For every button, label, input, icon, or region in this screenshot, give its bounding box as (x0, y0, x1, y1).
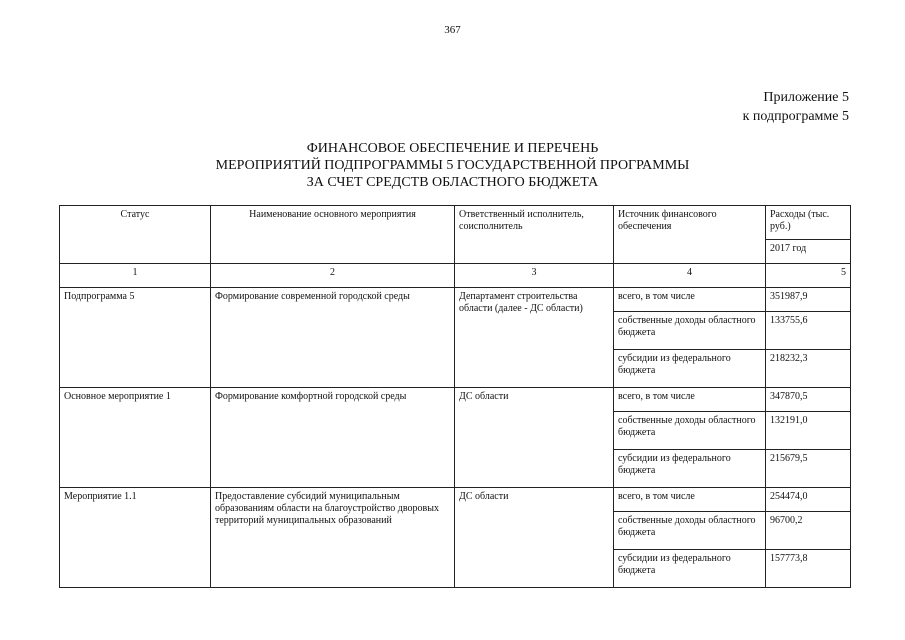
row-status: Основное мероприятие 1 (60, 388, 211, 488)
source-value: 218232,3 (766, 350, 851, 388)
appendix-note (743, 88, 849, 126)
row-name: Формирование комфортной городской среды (211, 388, 455, 488)
source-label: собственные доходы областного бюджета (614, 412, 766, 450)
row-name: Предоставление субсидий муниципальным образованиям области на благоустройство дворовых территорий муниципальных образований (211, 488, 455, 588)
source-label: субсидии из федерального бюджета (614, 350, 766, 388)
row-executor: ДС области (455, 488, 614, 588)
table-row (60, 488, 851, 512)
source-label: всего, в том числе (614, 288, 766, 312)
header-source: Источник финансового обеспечения (614, 206, 766, 264)
title-line-2: МЕРОПРИЯТИЙ ПОДПРОГРАММЫ 5 ГОСУДАРСТВЕННОЙ ПРОГРАММЫ (215, 158, 690, 173)
source-value: 132191,0 (766, 412, 851, 450)
row-status: Мероприятие 1.1 (60, 488, 211, 588)
source-label: всего, в том числе (614, 388, 766, 412)
column-number-row (60, 264, 851, 288)
header-executor: Ответственный исполнитель, соисполнитель (455, 206, 614, 264)
source-label: всего, в том числе (614, 488, 766, 512)
source-label: субсидии из федерального бюджета (614, 550, 766, 588)
header-status: Статус (60, 206, 211, 264)
source-value: 133755,6 (766, 312, 851, 350)
column-number-4: 4 (614, 264, 766, 288)
title-line-3: ЗА СЧЕТ СРЕДСТВ ОБЛАСТНОГО БЮДЖЕТА (306, 175, 599, 190)
source-value: 96700,2 (766, 512, 851, 550)
source-value: 351987,9 (766, 288, 851, 312)
header-year: 2017 год (766, 240, 851, 264)
document-title (0, 140, 905, 191)
table-row (60, 388, 851, 412)
appendix-line-1: Приложение 5 (763, 90, 849, 105)
table-row (60, 288, 851, 312)
column-number-1: 1 (60, 264, 211, 288)
row-executor: ДС области (455, 388, 614, 488)
header-name: Наименование основного мероприятия (211, 206, 455, 264)
row-name: Формирование современной городской среды (211, 288, 455, 388)
source-value: 215679,5 (766, 450, 851, 488)
title-line-1: ФИНАНСОВОЕ ОБЕСПЕЧЕНИЕ И ПЕРЕЧЕНЬ (306, 141, 599, 156)
column-number-5: 5 (766, 264, 851, 288)
appendix-line-2: к подпрограмме 5 (742, 109, 849, 124)
source-value: 254474,0 (766, 488, 851, 512)
budget-table (59, 205, 851, 588)
header-expenses: Расходы (тыс. руб.) (766, 206, 851, 240)
source-label: субсидии из федерального бюджета (614, 450, 766, 488)
column-number-3: 3 (455, 264, 614, 288)
source-value: 157773,8 (766, 550, 851, 588)
source-value: 347870,5 (766, 388, 851, 412)
page-number: 367 (444, 24, 461, 36)
source-label: собственные доходы областного бюджета (614, 512, 766, 550)
row-executor: Департамент строительства области (далее - ДС области) (455, 288, 614, 388)
row-status: Подпрограмма 5 (60, 288, 211, 388)
column-number-2: 2 (211, 264, 455, 288)
source-label: собственные доходы областного бюджета (614, 312, 766, 350)
header-row (60, 206, 851, 240)
